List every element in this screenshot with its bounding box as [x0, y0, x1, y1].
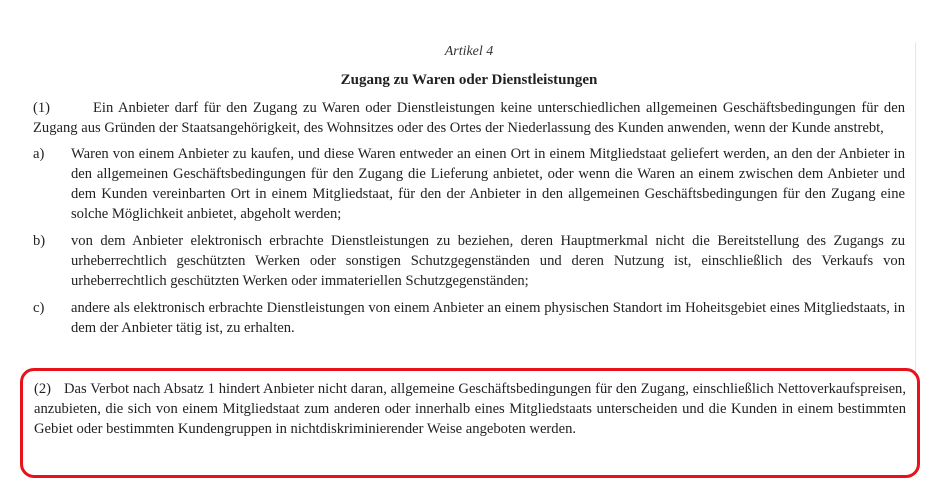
article-title: Zugang zu Waren oder Dienstleistungen	[340, 72, 598, 88]
list-item-label: b)	[33, 233, 46, 249]
list-item-c	[33, 298, 905, 338]
paragraph-1-number: (1)	[33, 100, 51, 116]
paragraph-2	[34, 379, 906, 439]
list-item-b	[33, 231, 905, 291]
highlighted-paragraph-box	[20, 368, 920, 478]
article-number: Artikel 4	[444, 44, 494, 59]
list-item-text: Waren von einem Anbieter zu kaufen, und diese Waren entweder an einen Ort in einem Mitgliedstaat geliefert werden, an den der Anbieter in den allgemeinen Geschäftsbedingungen für den Zugang die Lieferung anbietet, oder wenn die Waren an einem zwischen dem Anbieter und dem Kunden vereinbarten Ort in einem Mitgliedstaat, für den der Anbieter in den allgemeinen Geschäftsbedingungen für den Zugang eine solche Möglichkeit anbietet, abgeholt werden;	[71, 146, 905, 222]
paragraph-1	[33, 98, 905, 138]
document-body	[33, 38, 905, 345]
paragraph-1-text: Ein Anbieter darf für den Zugang zu Waren oder Dienstleistungen keine unterschiedlichen allgemeinen Geschäftsbedingungen für den Zugang aus Gründen der Staatsangehörigkeit, des Wohnsitzes oder des Ortes der Niederlassung des Kunden anwenden, wenn der Kunde anstrebt,	[33, 100, 905, 136]
list-item-label: a)	[33, 146, 45, 162]
list-item-label: c)	[33, 300, 45, 316]
paragraph-2-number: (2)	[34, 381, 52, 397]
list-item-text: andere als elektronisch erbrachte Dienstleistungen von einem Anbieter an einem physischen Standort im Hoheitsgebiet eines Mitgliedstaats, in dem der Anbieter tätig ist, zu erhalten.	[71, 300, 905, 336]
list-item-text: von dem Anbieter elektronisch erbrachte Dienstleistungen zu beziehen, deren Hauptmerkmal nicht die Bereitstellung des Zugangs zu urheberrechtlich geschützten Werken oder sonstigen Schutzgegenständen und deren Nutzung ist, einschließlich des Verkaufs von urheberrechtlich geschützten Werken oder immateriellen Schutzgegenständen;	[71, 233, 905, 289]
paragraph-2-text: Das Verbot nach Absatz 1 hindert Anbieter nicht daran, allgemeine Geschäftsbedingungen für den Zugang, einschließlich Nettoverkaufspreisen, anzubieten, die sich von einem Mitgliedstaat zum anderen oder innerhalb eines Mitgliedstaats unterscheiden und die Kunden in einem bestimmten Gebiet oder bestimmten Kundengruppen in nichtdiskriminierender Weise angeboten werden.	[34, 381, 906, 437]
list-item-a	[33, 144, 905, 224]
